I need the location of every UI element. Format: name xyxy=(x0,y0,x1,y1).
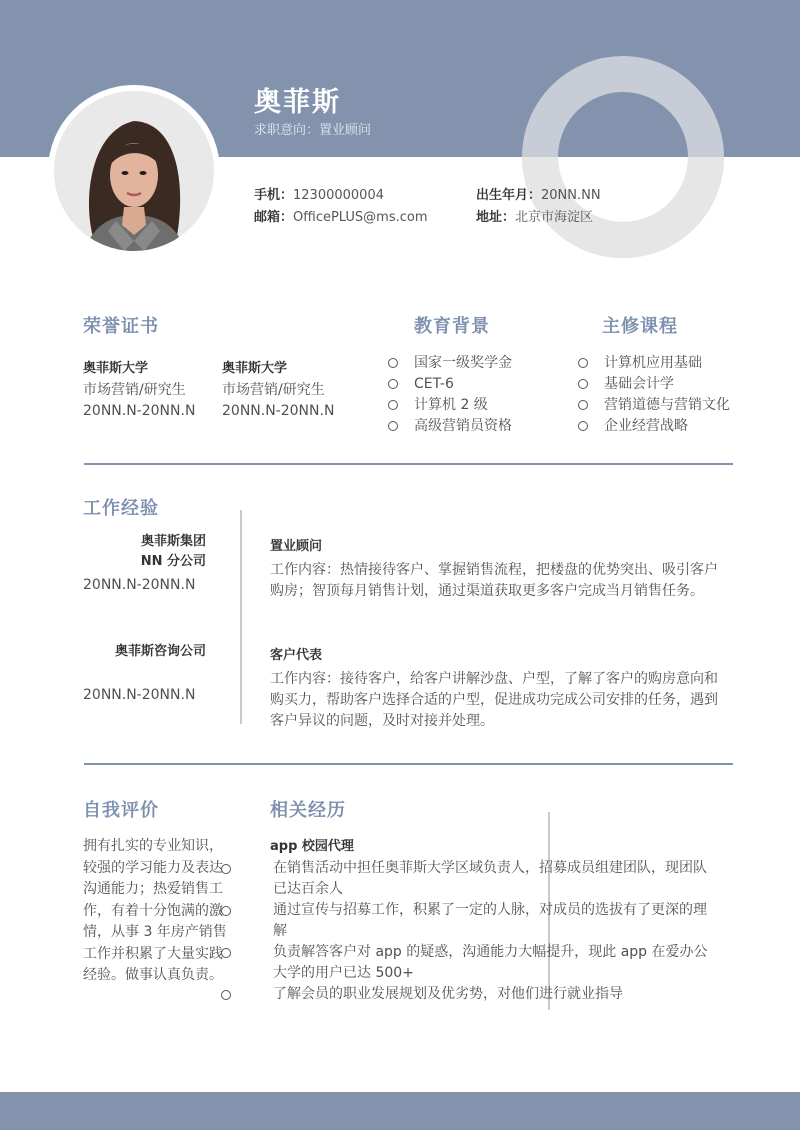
job-detail xyxy=(270,535,720,602)
job-period: 20NN.N-20NN.N xyxy=(83,577,196,593)
related-item: 了解会员的职业发展规划及优劣势，对他们进行就业指导 xyxy=(245,984,720,1005)
circle-bullet-icon xyxy=(221,864,231,874)
honors-title: 荣誉证书 xyxy=(83,316,159,337)
honor-entry xyxy=(222,357,334,422)
circle-bullet-icon xyxy=(388,379,398,389)
education-item: 高级营销员资格 xyxy=(386,416,512,437)
circle-bullet-icon xyxy=(388,358,398,368)
phone-label: 手机： xyxy=(254,188,294,203)
circle-bullet-icon xyxy=(578,379,588,389)
circle-bullet-icon xyxy=(578,358,588,368)
circle-bullet-icon xyxy=(388,400,398,410)
self-eval-text: 拥有扎实的专业知识，较强的学习能力及表达沟通能力；热爱销售工作，有着十分饱满的激情，从事 3 年房产销售工作并积累了大量实践经验。做事认真负责。 xyxy=(83,838,227,983)
course-item: 企业经营战略 xyxy=(576,416,730,437)
company-name: 奥菲斯集团 xyxy=(140,534,206,549)
email-label: 邮箱： xyxy=(254,210,294,225)
job-meta xyxy=(83,532,206,593)
birth-label: 出生年月： xyxy=(476,188,542,203)
circle-bullet-icon xyxy=(388,421,398,431)
course-item: 营销道德与营销文化 xyxy=(576,395,730,416)
circle-bullet-icon xyxy=(221,948,231,958)
honor-major: 市场营销/研究生 xyxy=(222,382,325,398)
avatar-frame xyxy=(48,85,220,257)
candidate-name: 奥菲斯 xyxy=(254,87,341,118)
job-position: 置业顾问 xyxy=(270,539,323,554)
phone-value: 12300000004 xyxy=(293,188,384,203)
footer-band xyxy=(0,1092,800,1130)
circle-bullet-icon xyxy=(221,906,231,916)
related-list xyxy=(245,858,720,1005)
courses-title: 主修课程 xyxy=(602,316,678,337)
courses-list xyxy=(576,353,730,437)
address-label: 地址： xyxy=(476,210,516,225)
circle-bullet-icon xyxy=(578,400,588,410)
phone-row xyxy=(254,184,384,203)
email-value: OfficePLUS@ms.com xyxy=(293,210,428,225)
job-detail xyxy=(270,644,720,732)
email-row xyxy=(254,206,428,225)
education-list xyxy=(386,353,512,437)
related-title: 相关经历 xyxy=(270,800,346,821)
company-name: 奥菲斯咨询公司 xyxy=(114,644,206,659)
honor-period: 20NN.N-20NN.N xyxy=(222,403,335,419)
section-divider xyxy=(84,463,733,465)
address-value: 北京市海淀区 xyxy=(515,210,594,225)
avatar xyxy=(54,91,214,251)
birth-value: 20NN.NN xyxy=(541,188,601,203)
job-description: 工作内容：热情接待客户、掌握销售流程，把楼盘的优势突出、吸引客户购房；智顶每月销售计划，通过渠道获取更多客户完成当月销售任务。 xyxy=(270,562,718,599)
related-item: 通过宣传与招募工作，积累了一定的人脉，对成员的选拔有了更深的理解 xyxy=(245,900,720,942)
education-item: 国家一级奖学金 xyxy=(386,353,512,374)
honor-school: 奥菲斯大学 xyxy=(83,361,149,376)
self-eval-title: 自我评价 xyxy=(83,800,159,821)
job-intent: 求职意向：置业顾问 xyxy=(254,123,372,138)
portrait-photo xyxy=(54,91,214,251)
job-position: 客户代表 xyxy=(270,648,323,663)
education-item: CET-6 xyxy=(386,374,512,395)
honor-period: 20NN.N-20NN.N xyxy=(83,403,196,419)
job-description: 工作内容：接待客户，给客户讲解沙盘、户型，了解了客户的购房意向和购买力，帮助客户选择合适的户型，促进成功完成公司安排的任务，遇到客户异议的问题，及时对接并处理。 xyxy=(270,671,718,729)
job-meta xyxy=(83,642,206,703)
company-branch: NN 分公司 xyxy=(140,554,206,569)
education-item: 计算机 2 级 xyxy=(386,395,512,416)
honor-major: 市场营销/研究生 xyxy=(83,382,186,398)
section-divider xyxy=(84,763,733,765)
education-title: 教育背景 xyxy=(414,316,490,337)
work-title: 工作经验 xyxy=(83,498,159,519)
address-row xyxy=(476,206,593,225)
related-item: 在销售活动中担任奥菲斯大学区域负责人，招募成员组建团队，现团队已达百余人 xyxy=(245,858,720,900)
honor-entry xyxy=(83,357,195,422)
related-role: app 校园代理 xyxy=(270,839,354,854)
circle-bullet-icon xyxy=(221,990,231,1000)
birth-row xyxy=(476,184,601,203)
honor-school: 奥菲斯大学 xyxy=(222,361,288,376)
course-item: 计算机应用基础 xyxy=(576,353,730,374)
job-period: 20NN.N-20NN.N xyxy=(83,687,196,703)
circle-bullet-icon xyxy=(578,421,588,431)
timeline-line xyxy=(240,510,242,724)
related-item: 负责解答客户对 app 的疑惑，沟通能力大幅提升，现此 app 在爱办公大学的用户已达 500+ xyxy=(245,942,720,984)
course-item: 基础会计学 xyxy=(576,374,730,395)
